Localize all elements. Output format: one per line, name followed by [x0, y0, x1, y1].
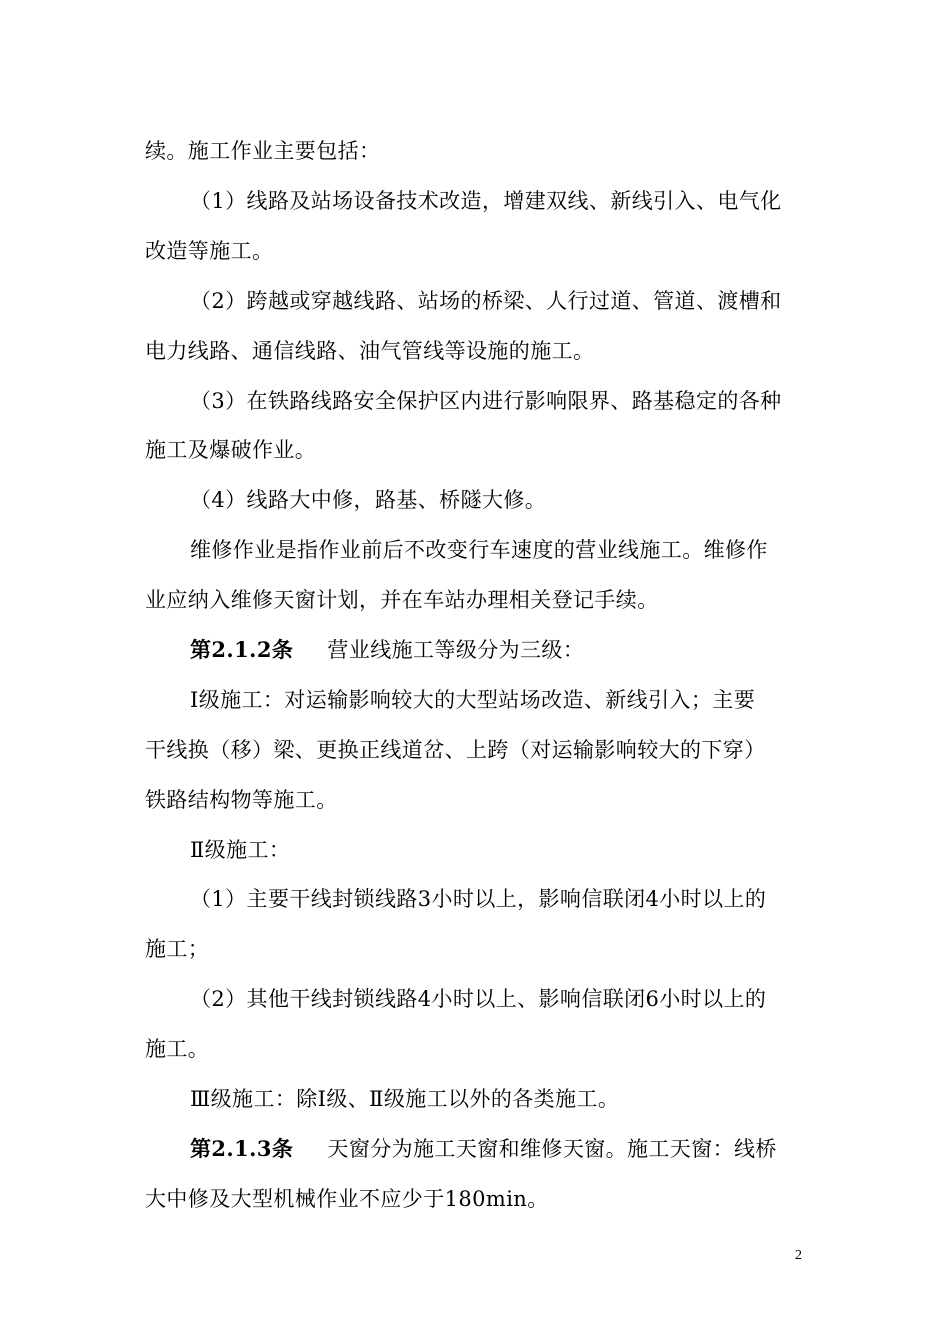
text-line: 干线换（移）梁、更换正线道岔、上跨（对运输影响较大的下穿）: [145, 738, 766, 762]
article-number: 第2.1.3条: [190, 1136, 294, 1161]
text-line: 施工及爆破作业。: [145, 438, 317, 462]
text-line: （1）主要干线封锁线路3小时以上，影响信联闭4小时以上的: [190, 887, 767, 911]
text-line: （3）在铁路线路安全保护区内进行影响限界、路基稳定的各种: [190, 389, 782, 413]
text-line: （2）跨越或穿越线路、站场的桥梁、人行过道、管道、渡槽和: [190, 289, 782, 313]
article-heading-line: 第2.1.2条 营业线施工等级分为三级：: [190, 637, 585, 662]
article-number: 第2.1.2条: [190, 637, 294, 662]
article-heading-line: 第2.1.3条 天窗分为施工天窗和维修天窗。施工天窗：线桥: [190, 1136, 777, 1161]
text-line: 业应纳入维修天窗计划，并在车站办理相关登记手续。: [145, 588, 659, 612]
text-line: 维修作业是指作业前后不改变行车速度的营业线施工。维修作: [190, 538, 768, 562]
text-line: （2）其他干线封锁线路4小时以上、影响信联闭6小时以上的: [190, 987, 767, 1011]
text-line: 施工。: [145, 1037, 210, 1061]
text-line: 大中修及大型机械作业不应少于180min。: [145, 1187, 549, 1211]
page-number: 2: [795, 1248, 802, 1263]
text-line: 电力线路、通信线路、油气管线等设施的施工。: [145, 339, 595, 363]
text-line: 改造等施工。: [145, 239, 274, 263]
text-line: 铁路结构物等施工。: [145, 788, 338, 812]
text-line: （1）线路及站场设备技术改造，增建双线、新线引入、电气化: [190, 189, 782, 213]
text-line: Ⅲ级施工：除Ⅰ级、Ⅱ级施工以外的各类施工。: [190, 1087, 620, 1111]
text-line: 续。施工作业主要包括：: [145, 139, 381, 163]
text-line: （4）线路大中修，路基、桥隧大修。: [190, 488, 547, 512]
text-line: 施工；: [145, 937, 210, 961]
text-line: Ⅱ级施工：: [190, 838, 291, 862]
text-line: Ⅰ级施工：对运输影响较大的大型站场改造、新线引入；主要: [190, 688, 756, 712]
